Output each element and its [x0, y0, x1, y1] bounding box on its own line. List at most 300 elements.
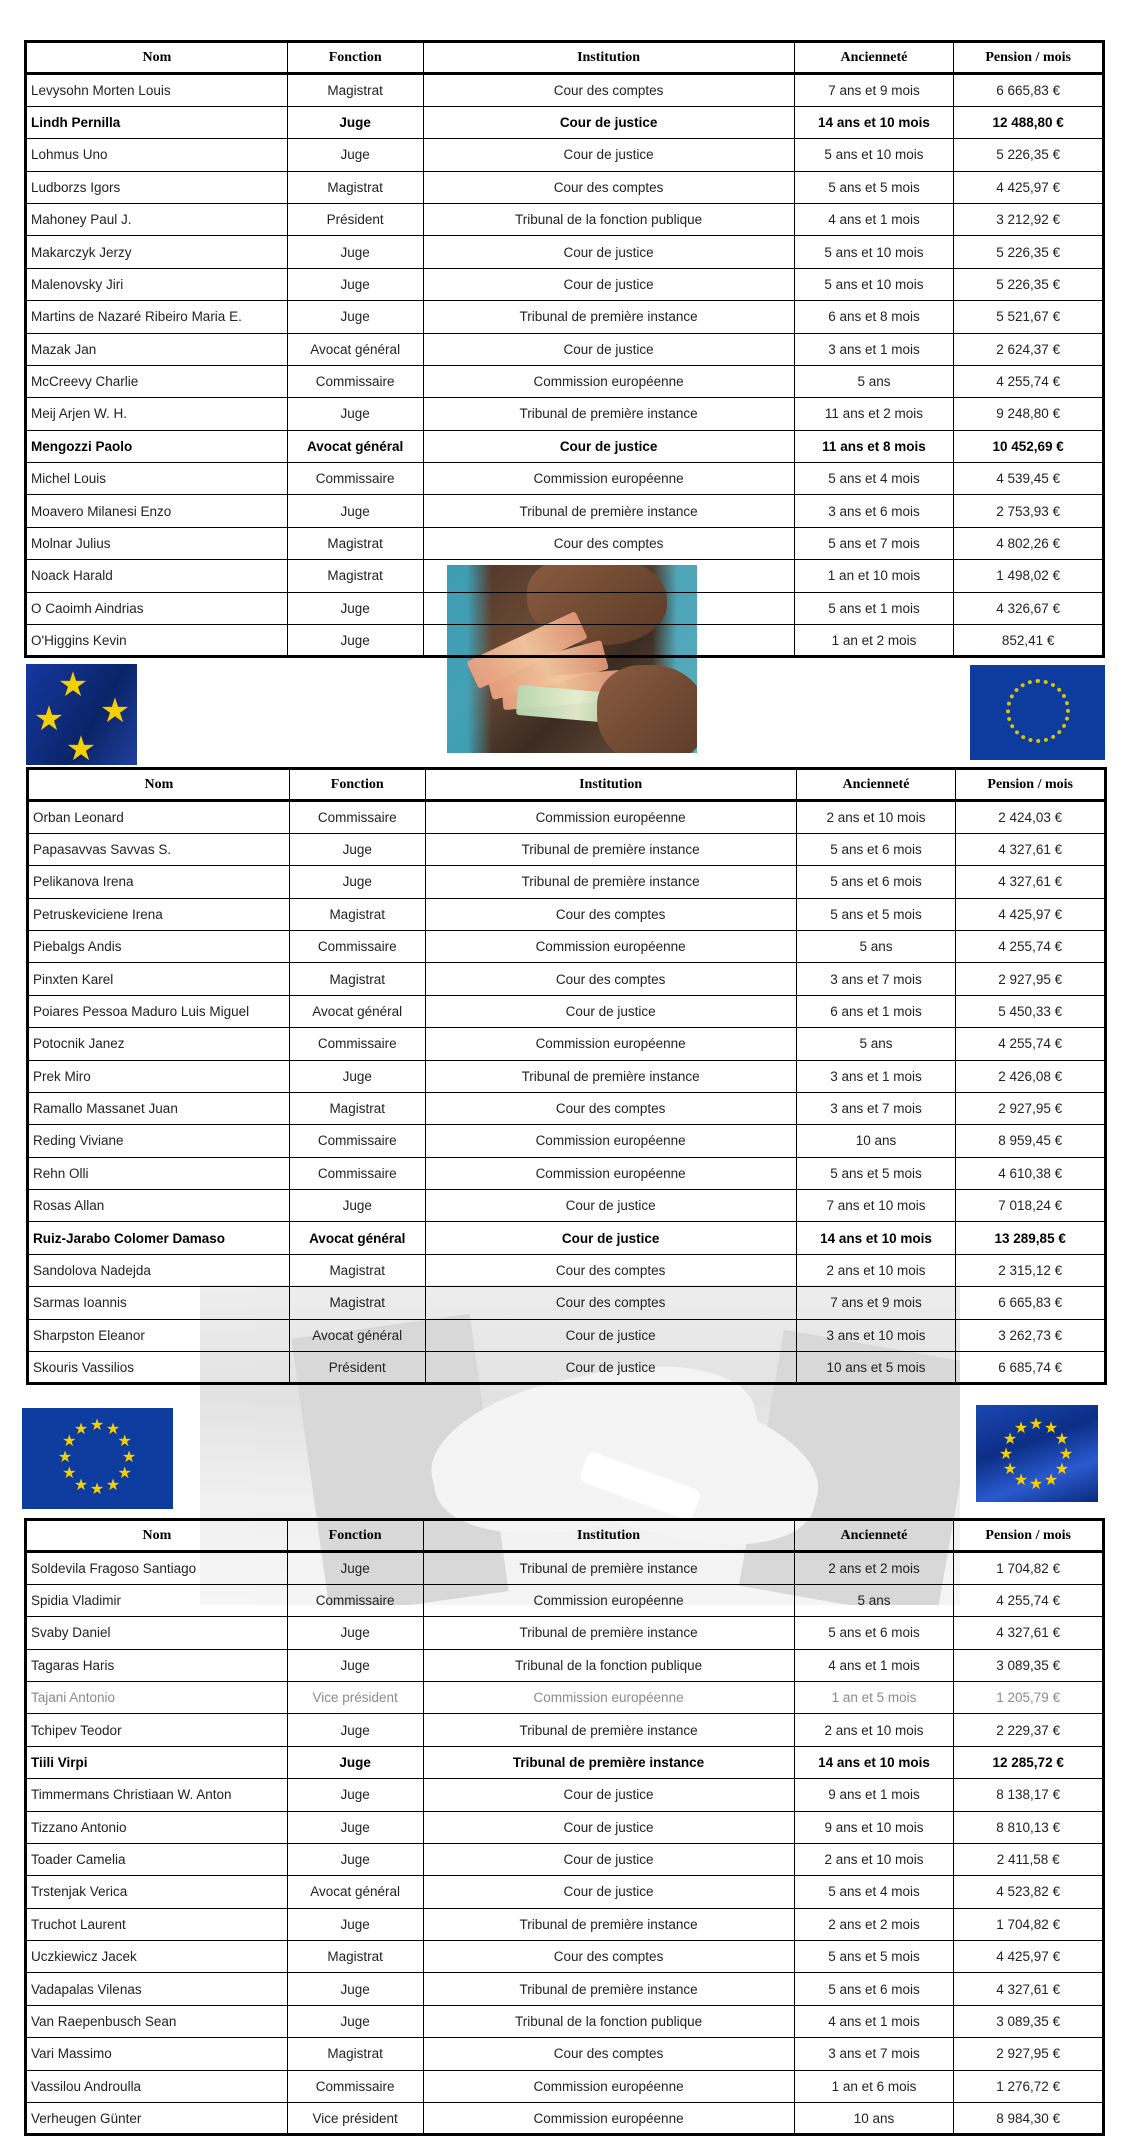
name-cell: Prek Miro — [28, 1060, 290, 1092]
anciennete-cell: 5 ans et 10 mois — [794, 268, 954, 300]
anciennete-cell: 9 ans et 10 mois — [794, 1811, 954, 1843]
star-icon: ★ — [121, 1449, 137, 1466]
star-icon: ★ — [89, 1481, 105, 1498]
institution-cell: Tribunal de première instance — [425, 833, 796, 865]
fonction-cell: Magistrat — [287, 560, 423, 592]
pension-cell: 4 425,97 € — [954, 171, 1104, 203]
institution-cell: Commission européenne — [423, 1584, 794, 1616]
fonction-cell: Juge — [287, 2005, 423, 2037]
table-row — [26, 365, 1104, 397]
pension-cell: 1 276,72 € — [954, 2070, 1104, 2102]
name-cell: Spidia Vladimir — [26, 1584, 288, 1616]
fonction-cell: Avocat général — [289, 1319, 425, 1351]
anciennete-cell: 3 ans et 10 mois — [796, 1319, 956, 1351]
star-icon: ★ — [62, 1433, 77, 1450]
pension-cell: 4 425,97 € — [954, 1941, 1104, 1973]
pension-cell: 2 927,95 € — [956, 1092, 1106, 1124]
anciennete-cell: 5 ans et 5 mois — [794, 171, 954, 203]
star-icon: ★ — [105, 1421, 121, 1439]
star-icon: ★ — [99, 692, 131, 730]
pension-cell: 4 610,38 € — [956, 1157, 1106, 1189]
fonction-cell: Juge — [287, 106, 423, 138]
institution-cell: Cour des comptes — [423, 171, 794, 203]
anciennete-cell: 11 ans et 2 mois — [794, 398, 954, 430]
institution-cell: Cour des comptes — [423, 1941, 794, 1973]
star-icon: ★ — [1058, 1446, 1074, 1463]
institution-cell: Cour de justice — [423, 1876, 794, 1908]
table-row — [26, 2103, 1104, 2135]
eu-flag-star-ring — [970, 665, 1105, 760]
table-row — [26, 463, 1104, 495]
fonction-cell: Magistrat — [287, 1941, 423, 1973]
pension-table-3 — [24, 1518, 1105, 2136]
star-icon: ★ — [1028, 1416, 1044, 1433]
anciennete-cell: 7 ans et 9 mois — [796, 1287, 956, 1319]
table-row — [28, 930, 1106, 962]
anciennete-cell: 1 an et 6 mois — [794, 2070, 954, 2102]
fonction-cell: Juge — [287, 495, 423, 527]
table-row — [28, 1028, 1106, 1060]
pension-table-2 — [26, 767, 1107, 1385]
pension-cell: 2 229,37 € — [954, 1714, 1104, 1746]
anciennete-cell: 6 ans et 1 mois — [796, 995, 956, 1027]
name-cell: Makarczyk Jerzy — [26, 236, 288, 268]
name-cell: Poiares Pessoa Maduro Luis Miguel — [28, 995, 290, 1027]
fonction-cell: Juge — [287, 1552, 423, 1584]
institution-cell: Tribunal de première instance — [423, 1973, 794, 2005]
pension-cell: 4 255,74 € — [956, 1028, 1106, 1060]
institution-cell: Cour de justice — [423, 236, 794, 268]
anciennete-cell: 5 ans et 6 mois — [796, 833, 956, 865]
table-row — [28, 1287, 1106, 1319]
name-cell: Tchipev Teodor — [26, 1714, 288, 1746]
anciennete-cell: 3 ans et 6 mois — [794, 495, 954, 527]
eu-flag-flat — [22, 1408, 173, 1509]
header-pension: Pension / mois — [954, 1520, 1104, 1552]
pension-cell: 4 327,61 € — [956, 833, 1106, 865]
fonction-cell: Juge — [287, 1973, 423, 2005]
table-row — [26, 268, 1104, 300]
anciennete-cell: 5 ans et 6 mois — [796, 866, 956, 898]
table-row — [26, 301, 1104, 333]
institution-cell: Cour de justice — [423, 333, 794, 365]
name-cell: Uczkiewicz Jacek — [26, 1941, 288, 1973]
pension-cell: 4 327,61 € — [954, 1973, 1104, 2005]
table-row — [28, 1060, 1106, 1092]
fonction-cell: Magistrat — [289, 898, 425, 930]
table-row — [26, 74, 1104, 106]
pension-cell: 1 704,82 € — [954, 1908, 1104, 1940]
anciennete-cell: 11 ans et 8 mois — [794, 430, 954, 462]
name-cell: Molnar Julius — [26, 527, 288, 559]
fonction-cell: Vice président — [287, 2103, 423, 2135]
institution-cell: Cour des comptes — [425, 1287, 796, 1319]
name-cell: Orban Leonard — [28, 801, 290, 833]
fonction-cell: Juge — [287, 1617, 423, 1649]
table-row — [26, 1779, 1104, 1811]
anciennete-cell: 5 ans et 4 mois — [794, 1876, 954, 1908]
fonction-cell: Avocat général — [287, 1876, 423, 1908]
fonction-cell: Juge — [289, 866, 425, 898]
anciennete-cell: 5 ans — [796, 930, 956, 962]
institution-cell: Commission européenne — [423, 2070, 794, 2102]
institution-cell: Commission européenne — [425, 1125, 796, 1157]
pension-cell: 852,41 € — [954, 625, 1104, 657]
anciennete-cell: 1 an et 10 mois — [794, 560, 954, 592]
institution-cell — [423, 625, 794, 657]
name-cell: Petruskeviciene Irena — [28, 898, 290, 930]
name-cell: Vari Massimo — [26, 2038, 288, 2070]
header-institution: Institution — [423, 1520, 794, 1552]
pension-cell: 1 205,79 € — [954, 1681, 1104, 1713]
institution-cell: Tribunal de première instance — [423, 1714, 794, 1746]
star-icon: ★ — [1013, 1471, 1029, 1489]
institution-cell: Tribunal de première instance — [423, 1746, 794, 1778]
name-cell: Ludborzs Igors — [26, 171, 288, 203]
pension-cell: 8 138,17 € — [954, 1779, 1104, 1811]
name-cell: Mengozzi Paolo — [26, 430, 288, 462]
name-cell: Ruiz-Jarabo Colomer Damaso — [28, 1222, 290, 1254]
anciennete-cell: 1 an et 2 mois — [794, 625, 954, 657]
header-pension: Pension / mois — [954, 42, 1104, 74]
fonction-cell: Juge — [287, 1843, 423, 1875]
anciennete-cell: 14 ans et 10 mois — [794, 106, 954, 138]
anciennete-cell: 2 ans et 2 mois — [794, 1908, 954, 1940]
institution-cell: Commission européenne — [423, 1681, 794, 1713]
name-cell: Malenovsky Jiri — [26, 268, 288, 300]
name-cell: Tagaras Haris — [26, 1649, 288, 1681]
name-cell: Pinxten Karel — [28, 963, 290, 995]
fonction-cell: Juge — [287, 398, 423, 430]
pension-cell: 1 704,82 € — [954, 1552, 1104, 1584]
institution-cell: Cour de justice — [423, 1843, 794, 1875]
institution-cell: Tribunal de première instance — [423, 1617, 794, 1649]
institution-cell — [423, 592, 794, 624]
institution-cell: Cour de justice — [425, 1352, 796, 1384]
anciennete-cell: 3 ans et 7 mois — [794, 2038, 954, 2070]
name-cell: Timmermans Christiaan W. Anton — [26, 1779, 288, 1811]
star-icon: ★ — [1002, 1431, 1018, 1448]
fonction-cell: Juge — [287, 1779, 423, 1811]
star-icon: ★ — [117, 1465, 132, 1482]
institution-cell: Cour de justice — [423, 139, 794, 171]
name-cell: Sandolova Nadejda — [28, 1254, 290, 1286]
table-header-row — [28, 769, 1106, 801]
fonction-cell: Vice président — [287, 1681, 423, 1713]
institution-cell: Tribunal de première instance — [423, 1552, 794, 1584]
table-row — [26, 2005, 1104, 2037]
header-pension: Pension / mois — [956, 769, 1106, 801]
institution-cell: Cour des comptes — [423, 527, 794, 559]
table-row — [26, 1681, 1104, 1713]
name-cell: Vadapalas Vilenas — [26, 1973, 288, 2005]
anciennete-cell: 10 ans — [796, 1125, 956, 1157]
pension-cell: 2 927,95 € — [954, 2038, 1104, 2070]
pension-cell: 4 327,61 € — [956, 866, 1106, 898]
table-row — [26, 1552, 1104, 1584]
anciennete-cell: 9 ans et 1 mois — [794, 1779, 954, 1811]
table-row — [28, 1222, 1106, 1254]
anciennete-cell: 5 ans — [796, 1028, 956, 1060]
table-row — [28, 866, 1106, 898]
table-row — [26, 2038, 1104, 2070]
anciennete-cell: 5 ans et 7 mois — [794, 527, 954, 559]
institution-cell: Cour de justice — [423, 268, 794, 300]
institution-cell: Cour de justice — [425, 1190, 796, 1222]
fonction-cell: Juge — [287, 1746, 423, 1778]
fonction-cell: Avocat général — [289, 995, 425, 1027]
table-row — [28, 995, 1106, 1027]
anciennete-cell: 3 ans et 1 mois — [794, 333, 954, 365]
table-row — [28, 1319, 1106, 1351]
table-row — [28, 898, 1106, 930]
anciennete-cell: 2 ans et 2 mois — [794, 1552, 954, 1584]
anciennete-cell: 6 ans et 8 mois — [794, 301, 954, 333]
fonction-cell: Juge — [287, 1811, 423, 1843]
institution-cell: Cour des comptes — [425, 963, 796, 995]
fonction-cell: Avocat général — [287, 333, 423, 365]
table-row — [28, 801, 1106, 833]
name-cell: Tajani Antonio — [26, 1681, 288, 1713]
table-row — [26, 495, 1104, 527]
header-institution: Institution — [425, 769, 796, 801]
anciennete-cell: 14 ans et 10 mois — [796, 1222, 956, 1254]
table-row — [26, 333, 1104, 365]
star-icon: ★ — [117, 1433, 132, 1450]
star-icon: ★ — [57, 1449, 73, 1466]
pension-cell: 5 521,67 € — [954, 301, 1104, 333]
pension-cell: 3 089,35 € — [954, 1649, 1104, 1681]
institution-cell: Commission européenne — [425, 801, 796, 833]
pension-cell: 5 226,35 € — [954, 139, 1104, 171]
fonction-cell: Commissaire — [289, 1028, 425, 1060]
pension-cell: 2 927,95 € — [956, 963, 1106, 995]
institution-cell: Tribunal de première instance — [425, 1060, 796, 1092]
star-icon: ★ — [62, 1465, 77, 1482]
star-icon: ★ — [33, 700, 65, 738]
pension-cell: 12 285,72 € — [954, 1746, 1104, 1778]
pension-cell: 8 984,30 € — [954, 2103, 1104, 2135]
pension-cell: 6 665,83 € — [956, 1287, 1106, 1319]
pension-cell: 12 488,80 € — [954, 106, 1104, 138]
name-cell: Truchot Laurent — [26, 1908, 288, 1940]
star-icon: ★ — [73, 1476, 89, 1494]
pension-cell: 3 089,35 € — [954, 2005, 1104, 2037]
star-icon: ★ — [105, 1476, 121, 1494]
institution-cell: Tribunal de première instance — [423, 398, 794, 430]
name-cell: Svaby Daniel — [26, 1617, 288, 1649]
anciennete-cell: 5 ans — [794, 1584, 954, 1616]
anciennete-cell: 14 ans et 10 mois — [794, 1746, 954, 1778]
fonction-cell: Juge — [287, 592, 423, 624]
name-cell: Trstenjak Verica — [26, 1876, 288, 1908]
pension-table-1 — [24, 40, 1105, 658]
star-icon: ★ — [998, 1446, 1014, 1463]
pension-cell: 2 426,08 € — [956, 1060, 1106, 1092]
institution-cell: Cour de justice — [425, 1222, 796, 1254]
anciennete-cell: 5 ans et 10 mois — [794, 236, 954, 268]
institution-cell: Tribunal de la fonction publique — [423, 203, 794, 235]
fonction-cell: Magistrat — [287, 74, 423, 106]
pension-cell: 4 255,74 € — [954, 365, 1104, 397]
name-cell: Piebalgs Andis — [28, 930, 290, 962]
table-row — [26, 1941, 1104, 1973]
fonction-cell: Président — [289, 1352, 425, 1384]
institution-cell: Commission européenne — [423, 463, 794, 495]
fonction-cell: Commissaire — [289, 930, 425, 962]
institution-cell: Commission européenne — [423, 2103, 794, 2135]
anciennete-cell: 2 ans et 10 mois — [796, 801, 956, 833]
pension-cell: 13 289,85 € — [956, 1222, 1106, 1254]
table-row — [28, 1157, 1106, 1189]
table-row — [26, 1973, 1104, 2005]
star-icon: ★ — [1028, 1476, 1044, 1493]
anciennete-cell: 5 ans et 5 mois — [794, 1941, 954, 1973]
table-row — [26, 398, 1104, 430]
pension-cell: 3 262,73 € — [956, 1319, 1106, 1351]
name-cell: Verheugen Günter — [26, 2103, 288, 2135]
star-icon: ★ — [1054, 1431, 1070, 1448]
star-icon: ★ — [1013, 1420, 1029, 1438]
anciennete-cell: 5 ans et 4 mois — [794, 463, 954, 495]
pension-cell: 9 248,80 € — [954, 398, 1104, 430]
fonction-cell: Juge — [287, 1714, 423, 1746]
table-row — [28, 833, 1106, 865]
institution-cell: Cour de justice — [423, 106, 794, 138]
header-anciennete: Ancienneté — [796, 769, 956, 801]
anciennete-cell: 5 ans et 6 mois — [794, 1617, 954, 1649]
name-cell: Tizzano Antonio — [26, 1811, 288, 1843]
fonction-cell: Commissaire — [289, 801, 425, 833]
name-cell: Vassilou Androulla — [26, 2070, 288, 2102]
name-cell: O Caoimh Aindrias — [26, 592, 288, 624]
header-fonction: Fonction — [287, 42, 423, 74]
institution-cell: Tribunal de première instance — [423, 495, 794, 527]
fonction-cell: Juge — [287, 268, 423, 300]
anciennete-cell: 5 ans et 10 mois — [794, 139, 954, 171]
name-cell: Moavero Milanesi Enzo — [26, 495, 288, 527]
name-cell: Mahoney Paul J. — [26, 203, 288, 235]
institution-cell: Tribunal de première instance — [423, 301, 794, 333]
fonction-cell: Commissaire — [289, 1157, 425, 1189]
institution-cell — [423, 560, 794, 592]
anciennete-cell: 7 ans et 10 mois — [796, 1190, 956, 1222]
name-cell: O'Higgins Kevin — [26, 625, 288, 657]
header-institution: Institution — [423, 42, 794, 74]
table-header-row — [26, 42, 1104, 74]
pension-cell: 4 255,74 € — [954, 1584, 1104, 1616]
table-row — [26, 236, 1104, 268]
institution-cell: Cour des comptes — [425, 1254, 796, 1286]
anciennete-cell: 3 ans et 7 mois — [796, 1092, 956, 1124]
name-cell: Sharpston Eleanor — [28, 1319, 290, 1351]
anciennete-cell: 4 ans et 1 mois — [794, 203, 954, 235]
institution-cell: Tribunal de la fonction publique — [423, 2005, 794, 2037]
name-cell: Lohmus Uno — [26, 139, 288, 171]
table-row — [26, 1649, 1104, 1681]
star-icon: ★ — [1043, 1471, 1059, 1489]
anciennete-cell: 2 ans et 10 mois — [794, 1714, 954, 1746]
pension-cell: 4 539,45 € — [954, 463, 1104, 495]
star-icon: ★ — [73, 1421, 89, 1439]
table-row — [26, 1617, 1104, 1649]
table-row — [26, 527, 1104, 559]
fonction-cell: Juge — [287, 139, 423, 171]
name-cell: Lindh Pernilla — [26, 106, 288, 138]
fonction-cell: Avocat général — [289, 1222, 425, 1254]
anciennete-cell: 4 ans et 1 mois — [794, 2005, 954, 2037]
table-row — [28, 1254, 1106, 1286]
name-cell: Pelikanova Irena — [28, 866, 290, 898]
pension-cell: 2 424,03 € — [956, 801, 1106, 833]
institution-cell: Commission européenne — [423, 365, 794, 397]
pension-cell: 2 624,37 € — [954, 333, 1104, 365]
table-row — [28, 1125, 1106, 1157]
institution-cell: Cour des comptes — [423, 74, 794, 106]
name-cell: Sarmas Ioannis — [28, 1287, 290, 1319]
fonction-cell: Magistrat — [287, 171, 423, 203]
anciennete-cell: 5 ans — [794, 365, 954, 397]
name-cell: Mazak Jan — [26, 333, 288, 365]
pension-cell: 3 212,92 € — [954, 203, 1104, 235]
star-icon: ★ — [1043, 1420, 1059, 1438]
fonction-cell: Commissaire — [287, 2070, 423, 2102]
institution-cell: Cour de justice — [425, 995, 796, 1027]
eu-flag-stars-closeup — [26, 664, 137, 768]
fonction-cell: Magistrat — [287, 2038, 423, 2070]
pension-cell: 6 685,74 € — [956, 1352, 1106, 1384]
table-row — [28, 1092, 1106, 1124]
header-nom: Nom — [26, 1520, 288, 1552]
fonction-cell: Juge — [287, 236, 423, 268]
table-row — [26, 1584, 1104, 1616]
pension-cell: 5 226,35 € — [954, 268, 1104, 300]
anciennete-cell: 2 ans et 10 mois — [794, 1843, 954, 1875]
fonction-cell: Juge — [289, 1190, 425, 1222]
institution-cell: Commission européenne — [425, 930, 796, 962]
institution-cell: Cour de justice — [425, 1319, 796, 1351]
fonction-cell: Commissaire — [289, 1125, 425, 1157]
anciennete-cell: 1 an et 5 mois — [794, 1681, 954, 1713]
name-cell: McCreevy Charlie — [26, 365, 288, 397]
header-fonction: Fonction — [287, 1520, 423, 1552]
name-cell: Skouris Vassilios — [28, 1352, 290, 1384]
star-icon: ★ — [1002, 1461, 1018, 1478]
anciennete-cell: 5 ans et 5 mois — [796, 1157, 956, 1189]
table-row — [26, 106, 1104, 138]
table-row — [26, 1714, 1104, 1746]
table-row — [26, 2070, 1104, 2102]
table-row — [26, 171, 1104, 203]
eu-flag-waving — [976, 1405, 1098, 1502]
institution-cell: Tribunal de première instance — [423, 1908, 794, 1940]
pension-cell: 8 959,45 € — [956, 1125, 1106, 1157]
pension-cell: 6 665,83 € — [954, 74, 1104, 106]
anciennete-cell: 4 ans et 1 mois — [794, 1649, 954, 1681]
pension-cell: 8 810,13 € — [954, 1811, 1104, 1843]
institution-cell: Commission européenne — [425, 1028, 796, 1060]
header-nom: Nom — [28, 769, 290, 801]
institution-cell: Tribunal de la fonction publique — [423, 1649, 794, 1681]
anciennete-cell: 10 ans et 5 mois — [796, 1352, 956, 1384]
pension-cell: 7 018,24 € — [956, 1190, 1106, 1222]
fonction-cell: Juge — [287, 301, 423, 333]
star-icon: ★ — [65, 730, 97, 768]
pension-cell: 10 452,69 € — [954, 430, 1104, 462]
fonction-cell: Juge — [287, 625, 423, 657]
header-anciennete: Ancienneté — [794, 42, 954, 74]
fonction-cell: Avocat général — [287, 430, 423, 462]
